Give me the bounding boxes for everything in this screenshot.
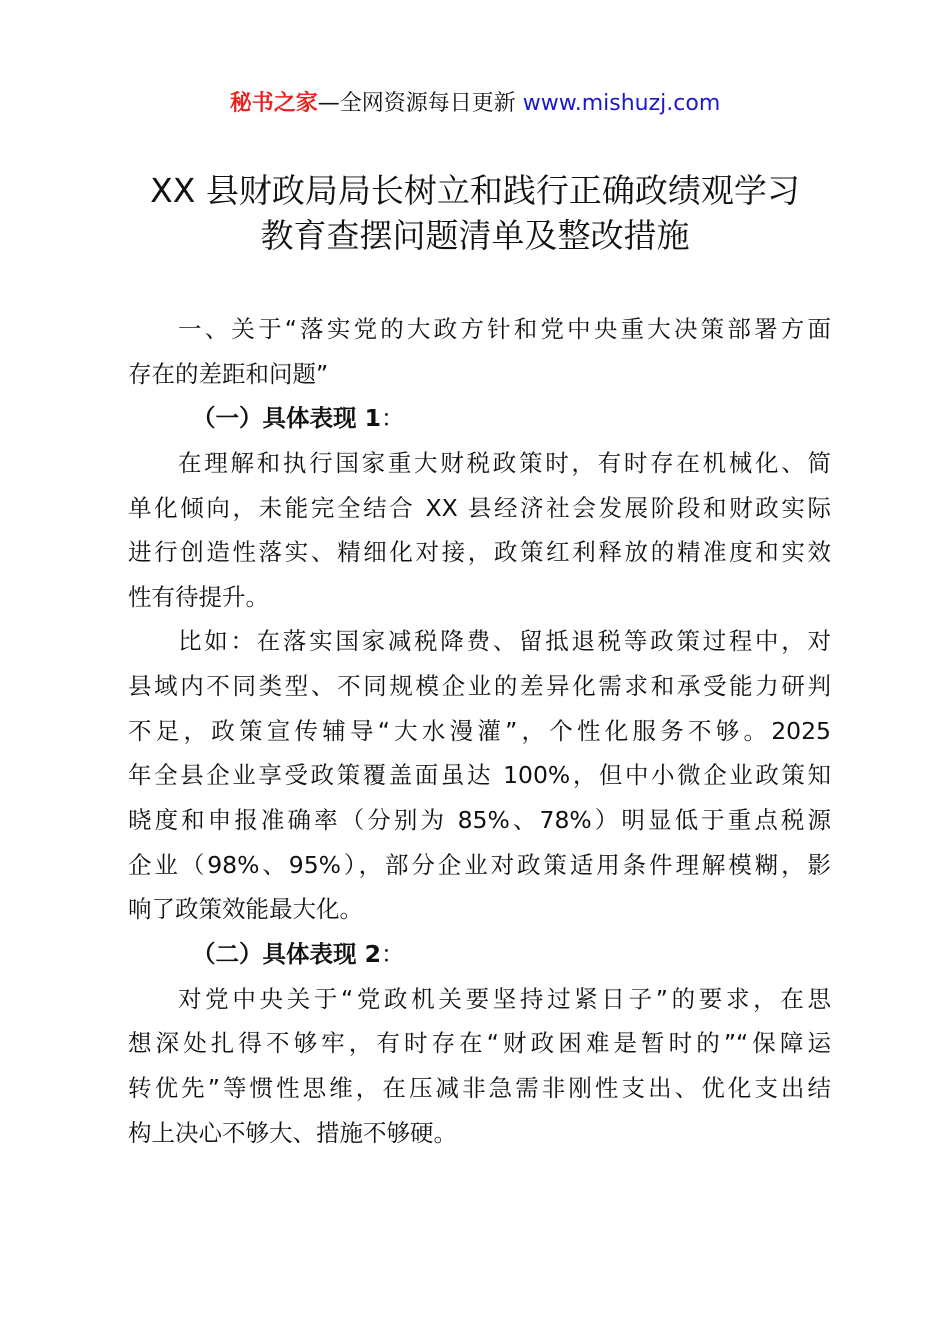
- subheading-text: （一）具体表现 1: [192, 404, 382, 433]
- paragraph-line: 响了政策效能最大化。: [128, 895, 363, 924]
- paragraph-line: 想深处扎得不够牢，有时存在“财政困难是暂时的”“保障运: [128, 1029, 831, 1058]
- paragraph-line: 构上决心不够大、措施不够硬。: [128, 1118, 457, 1147]
- paragraph-line: 县域内不同类型、不同规模企业的差异化需求和承受能力研判: [128, 672, 831, 701]
- paragraph-line: 性有待提升。: [128, 582, 269, 611]
- paragraph-line: 转优先”等惯性思维，在压减非急需非刚性支出、优化支出结: [128, 1073, 831, 1102]
- paragraph-line: 在理解和执行国家重大财税政策时，有时存在机械化、简: [178, 448, 831, 477]
- document-body: [128, 307, 831, 1155]
- subheading-colon: ：: [381, 939, 405, 968]
- paragraph-line: 企业（98%、95%），部分企业对政策适用条件理解模糊，影: [128, 850, 831, 879]
- site-header: [0, 88, 950, 120]
- subheading-2: [128, 932, 831, 977]
- paragraph-line: 晓度和申报准确率（分别为 85%、78%）明显低于重点税源: [128, 806, 831, 835]
- section-heading-line: 存在的差距和问题”: [128, 359, 329, 388]
- subheading-colon: ：: [381, 404, 405, 433]
- paragraph-line: 年全县企业享受政策覆盖面虽达 100%，但中小微企业政策知: [128, 761, 831, 790]
- section-heading-line: 一、关于“落实党的大政方针和党中央重大决策部署方面: [178, 315, 831, 343]
- site-url[interactable]: www.mishuzj.com: [522, 91, 721, 116]
- brand-name: 秘书之家: [229, 91, 318, 116]
- title-line: XX 县财政局局长树立和践行正确政绩观学习: [150, 171, 800, 210]
- document-title: [0, 168, 950, 258]
- paragraph-line: 不足，政策宣传辅导“大水漫灌”，个性化服务不够。2025: [128, 716, 831, 745]
- subheading-text: （二）具体表现 2: [192, 939, 382, 968]
- subheading-1: [128, 396, 831, 441]
- paragraph-line: 对党中央关于“党政机关要坚持过紧日子”的要求，在思: [178, 984, 831, 1013]
- title-line: 教育查摆问题清单及整改措施: [260, 216, 690, 255]
- paragraph-line: 进行创造性落实、精细化对接，政策红利释放的精准度和实效: [128, 538, 831, 567]
- paragraph-line: 比如：在落实国家减税降费、留抵退税等政策过程中，对: [178, 627, 831, 656]
- paragraph-line: 单化倾向，未能完全结合 XX 县经济社会发展阶段和财政实际: [128, 493, 831, 522]
- header-tagline: —全网资源每日更新: [317, 91, 523, 116]
